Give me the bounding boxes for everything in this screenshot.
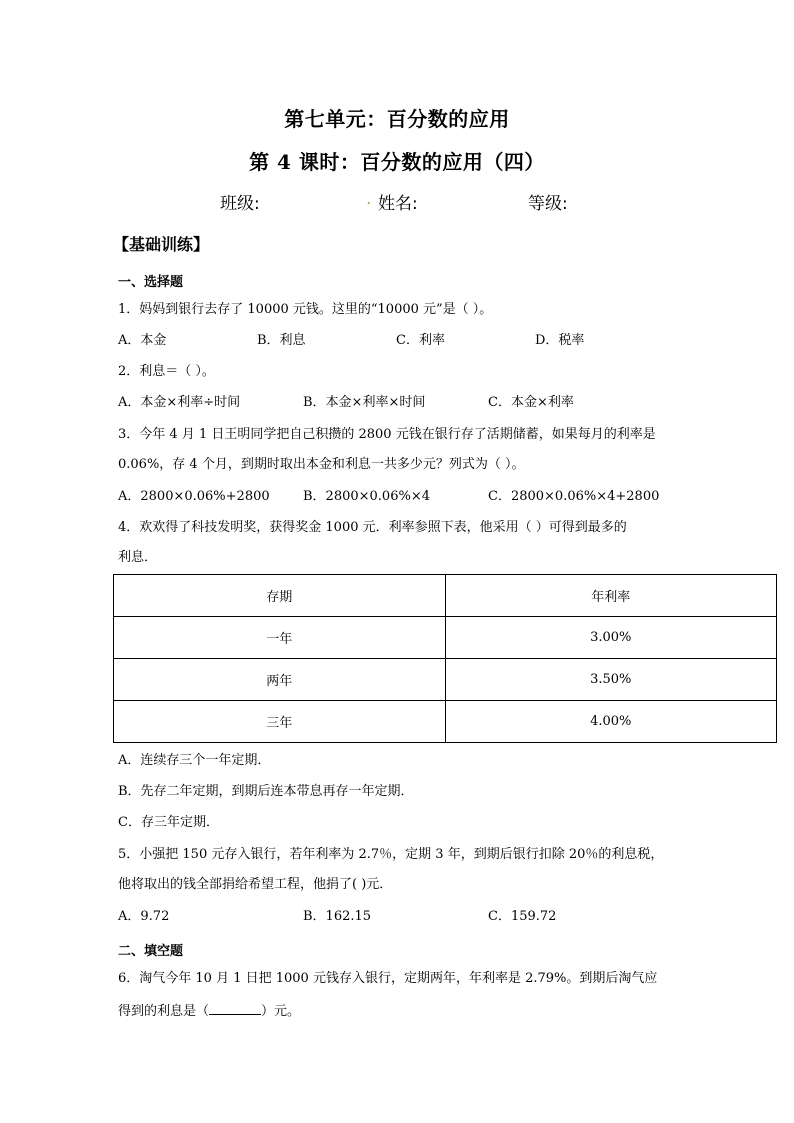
q5-option-c: C．159.72 xyxy=(488,909,557,924)
q6-suffix: ）元。 xyxy=(261,1004,301,1019)
page-subtitle: 第 4 课时：百分数的应用（四） xyxy=(249,150,545,174)
question-5-line-2: 他将取出的钱全部捐给希望工程，他捐了( )元． xyxy=(118,877,393,892)
table-cell-term: 两年 xyxy=(114,659,446,701)
table-cell-term: 三年 xyxy=(114,701,446,743)
question-2: 2．利息＝（ ）。 xyxy=(118,364,215,379)
table-row xyxy=(114,659,777,701)
table-cell-rate: 3.00% xyxy=(445,617,777,659)
table-cell-term: 一年 xyxy=(114,617,446,659)
table-header-term: 存期 xyxy=(114,575,446,617)
part1-title: 一、选择题 xyxy=(118,275,184,290)
question-4-line-1: 4．欢欢得了科技发明奖，获得奖金 1000 元．利率参照下表，他采用（ ）可得到最多的 xyxy=(118,520,627,535)
table-row xyxy=(114,701,777,743)
question-6-line-1: 6．淘气今年 10 月 1 日把 1000 元钱存入银行，定期两年，年利率是 2.79%。到期后淘气应 xyxy=(118,971,658,986)
answer-blank[interactable] xyxy=(209,1002,261,1015)
q6-prefix: 得到的利息是（ xyxy=(118,1004,210,1019)
interest-rate-table xyxy=(113,574,777,743)
question-5-line-1: 5．小强把 150 元存入银行，若年利率为 2.7％，定期 3 年，到期后银行扣除 20％的利息税， xyxy=(118,847,664,862)
class-label: 班级: xyxy=(220,194,260,214)
q3-option-a: A．2800×0.06%+2800 xyxy=(118,489,270,504)
question-3-line-1: 3．今年 4 月 1 日王明同学把自己积攒的 2800 元钱在银行存了活期储蓄，如果每月的利率是 xyxy=(118,427,656,442)
q5-option-b: B．162.15 xyxy=(303,909,372,924)
section-title: 【基础训练】 xyxy=(113,235,210,254)
question-3-line-2: 0.06%，存 4 个月，到期时取出本金和利息一共多少元？列式为（ ）。 xyxy=(118,457,525,472)
table-row xyxy=(114,617,777,659)
q5-option-a: A．9.72 xyxy=(118,909,170,924)
table-cell-rate: 4.00% xyxy=(445,701,777,743)
q3-option-c: C．2800×0.06%×4+2800 xyxy=(488,489,660,504)
q1-option-c: C．利率 xyxy=(396,333,445,348)
question-6-line-2 xyxy=(118,1002,300,1020)
q1-option-a: A．本金 xyxy=(118,333,167,348)
table-header-rate: 年利率 xyxy=(445,575,777,617)
name-label: 姓名: xyxy=(378,194,418,214)
table-header-row xyxy=(114,575,777,617)
q2-option-a: A．本金×利率÷时间 xyxy=(118,395,241,410)
grade-label: 等级: xyxy=(528,194,568,214)
part2-title: 二、填空题 xyxy=(118,944,184,959)
question-1: 1．妈妈到银行去存了 10000 元钱。这里的“10000 元”是（ ）。 xyxy=(118,302,493,317)
separator-dot: . xyxy=(366,189,372,209)
q2-option-b: B．本金×利率×时间 xyxy=(303,395,426,410)
q4-option-b: B．先存二年定期，到期后连本带息再存一年定期． xyxy=(118,784,414,799)
student-info-row xyxy=(0,189,794,215)
q1-option-d: D．税率 xyxy=(535,333,585,348)
q3-option-b: B．2800×0.06%×4 xyxy=(303,489,430,504)
table-cell-rate: 3.50% xyxy=(445,659,777,701)
page-title: 第七单元：百分数的应用 xyxy=(284,107,510,131)
q4-option-c: C．存三年定期． xyxy=(118,815,219,830)
q4-option-a: A．连续存三个一年定期． xyxy=(118,753,271,768)
q1-option-b: B．利息 xyxy=(257,333,306,348)
q2-option-c: C．本金×利率 xyxy=(488,395,574,410)
question-4-line-2: 利息． xyxy=(118,550,158,565)
